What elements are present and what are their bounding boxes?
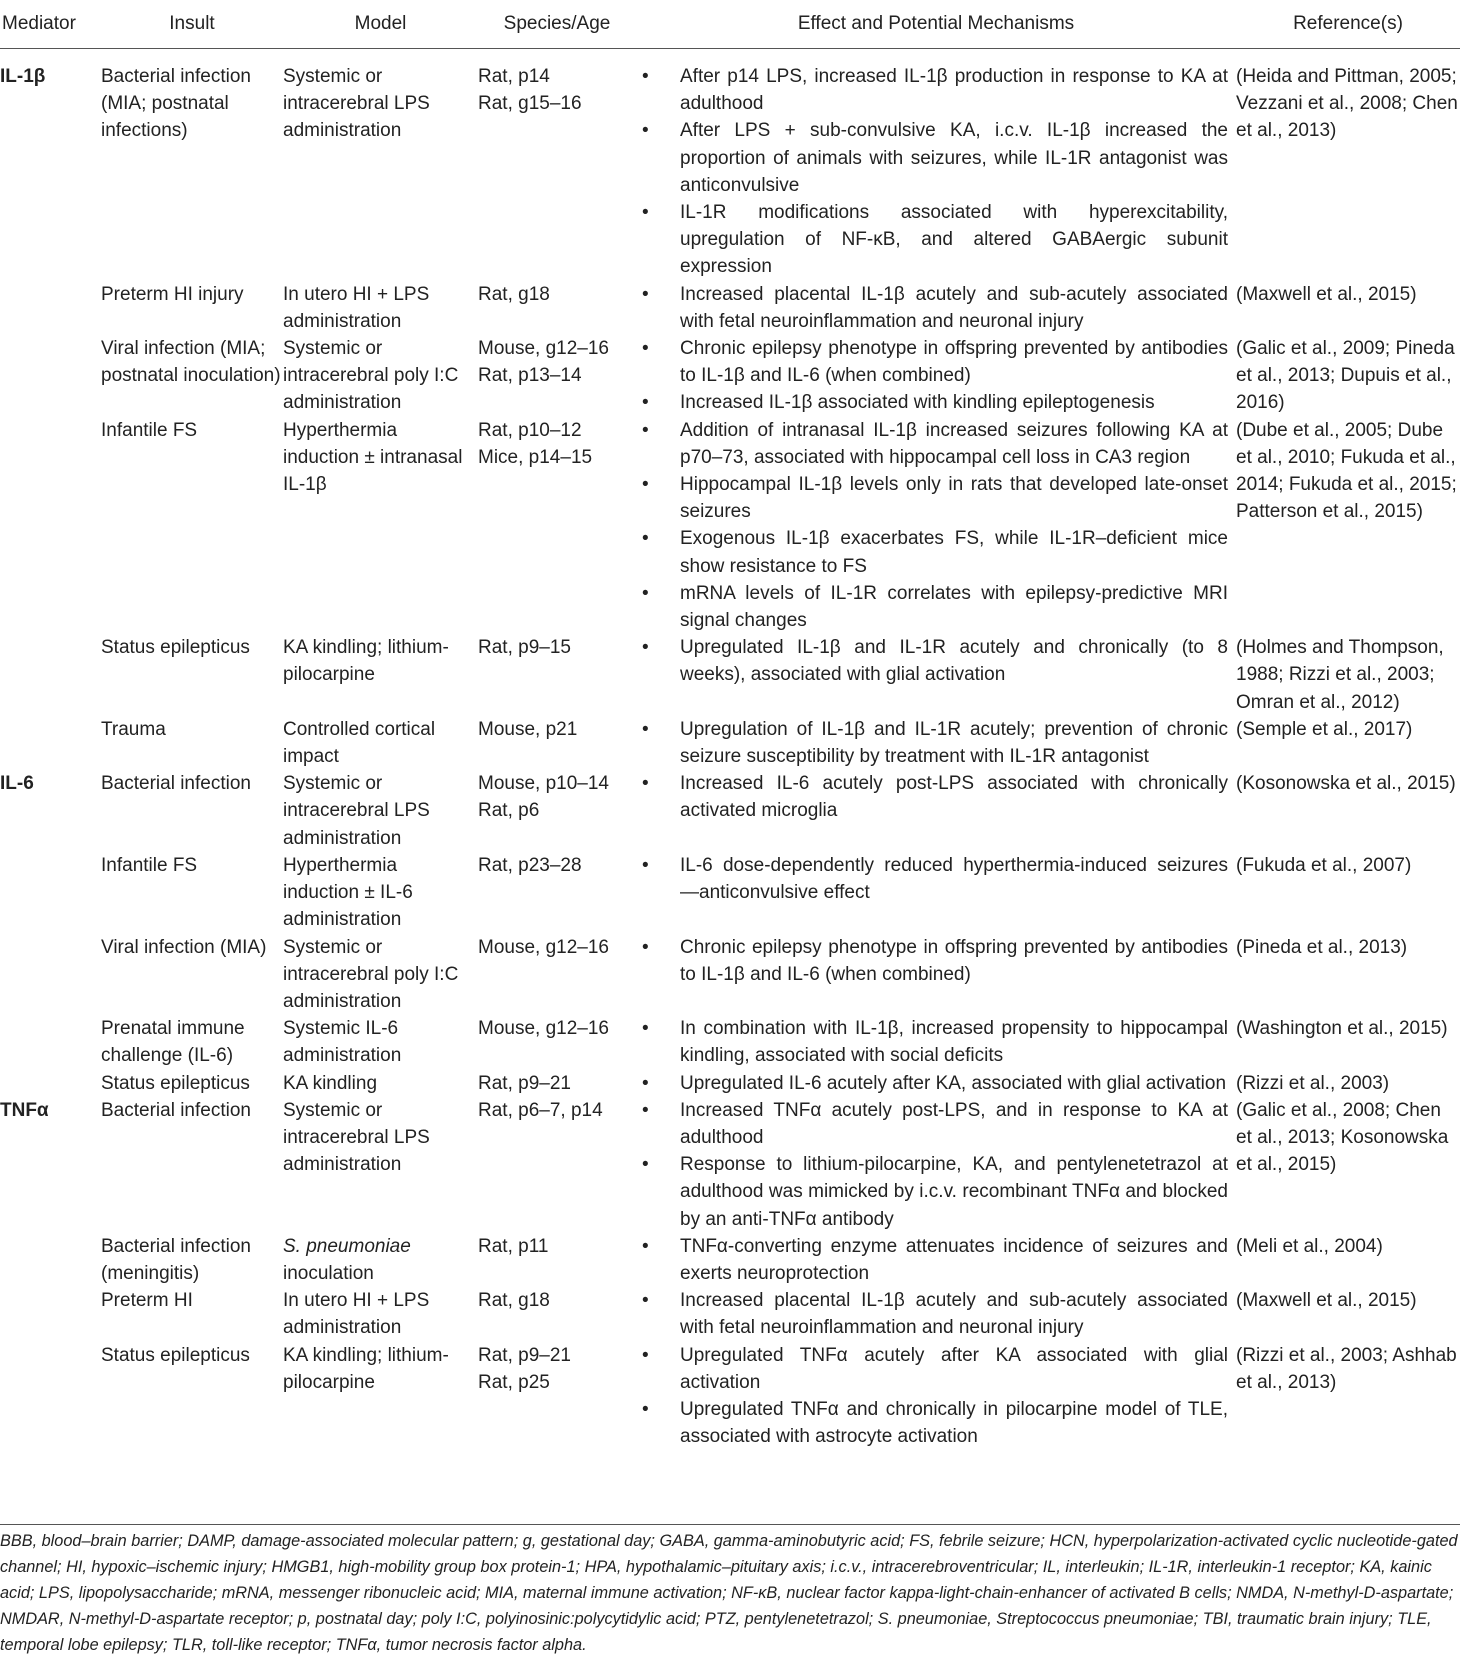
table-row	[0, 335, 1460, 417]
mediator-cell	[0, 1287, 101, 1341]
insult-cell: Trauma	[101, 718, 166, 740]
effect-item: • Upregulated TNFα acutely after KA associated with glial activation	[636, 1342, 1236, 1396]
model-cell: Controlled cortical impact	[283, 718, 436, 768]
effect-item: • Response to lithium-pilocarpine, KA, and pentylenetetrazol at adulthood was mimicked by i.c.v. recombinant TNFα and blocked by an anti-TNFα antibody	[636, 1151, 1236, 1233]
insult-cell: Bacterial infection (MIA; postnatal infections)	[101, 66, 251, 142]
model-cell: Hyperthermia induction ± intranasal IL-1β	[283, 419, 463, 496]
effects-cell	[636, 49, 1236, 281]
mediator-cell	[0, 634, 101, 716]
species-cell: Rat, g18	[478, 283, 550, 305]
mediator-cell	[0, 934, 101, 1016]
mediator-cell	[0, 281, 101, 335]
species-cell: Mouse, p10–14 Rat, p6	[478, 773, 609, 822]
reference-cell: (Pineda et al., 2013)	[1236, 936, 1408, 958]
effects-cell	[636, 934, 1236, 1016]
insult-cell: Bacterial infection (meningitis)	[101, 1235, 251, 1284]
effects-list	[636, 281, 1236, 335]
insult-cell: Viral infection (MIA; postnatal inoculation)	[101, 338, 281, 387]
header-effect: Effect and Potential Mechanisms	[636, 0, 1236, 49]
species-cell: Rat, p14 Rat, g15–16	[478, 66, 582, 115]
mediator-cell: TNFα	[0, 1099, 49, 1121]
effect-item: • IL-1R modifications associated with hyperexcitability, upregulation of NF-κB, and altered GABAergic subunit expression	[636, 199, 1236, 281]
species-cell: Rat, p11	[478, 1235, 549, 1257]
effects-cell	[636, 770, 1236, 852]
reference-cell: (Dube et al., 2005; Dube et al., 2010; Fukuda et al., 2014; Fukuda et al., 2015; Patterson et al., 2015)	[1236, 419, 1457, 523]
model-cell: Systemic or intracerebral LPS administration	[283, 66, 430, 142]
species-cell: Rat, p9–21 Rat, p25	[478, 1344, 571, 1393]
effects-list	[636, 417, 1236, 635]
model-cell: Systemic or intracerebral LPS administration	[283, 773, 430, 849]
insult-cell: Preterm HI	[101, 1290, 193, 1312]
mediator-cell	[0, 852, 101, 934]
effect-item: • Increased IL-6 acutely post-LPS associated with chronically activated microglia	[636, 770, 1236, 824]
effect-item: • mRNA levels of IL-1R correlates with epilepsy-predictive MRI signal changes	[636, 580, 1236, 634]
table-row	[0, 281, 1460, 335]
table-row	[0, 934, 1460, 1016]
effects-cell	[636, 716, 1236, 770]
reference-cell: (Galic et al., 2009; Pineda et al., 2013; Dupuis et al., 2016)	[1236, 338, 1455, 414]
header-model: Model	[283, 0, 478, 49]
table-row	[0, 716, 1460, 770]
mediator-cell	[0, 1342, 101, 1451]
table-row	[0, 1070, 1460, 1097]
effects-cell	[636, 634, 1236, 716]
effect-item: • IL-6 dose-dependently reduced hyperthermia-induced seizures —anticonvulsive effect	[636, 852, 1236, 906]
header-insult: Insult	[101, 0, 283, 49]
table-row	[0, 852, 1460, 934]
effect-item: • Chronic epilepsy phenotype in offspring prevented by antibodies to IL-1β and IL-6 (when combined)	[636, 335, 1236, 389]
table-row	[0, 49, 1460, 281]
model-cell: In utero HI + LPS administration	[283, 283, 430, 332]
mediator-cell	[0, 335, 101, 417]
header-references: Reference(s)	[1236, 0, 1460, 49]
model-cell: KA kindling	[283, 1072, 378, 1094]
effect-item: • Addition of intranasal IL-1β increased seizures following KA at p70–73, associated with hippocampal cell loss in CA3 region	[636, 417, 1236, 471]
species-cell: Mouse, p21	[478, 718, 578, 740]
table-header-row	[0, 0, 1460, 49]
model-cell	[283, 1233, 478, 1287]
insult-cell: Infantile FS	[101, 854, 198, 876]
effects-list	[636, 63, 1236, 281]
mediator-cell	[0, 716, 101, 770]
species-cell: Rat, p23–28	[478, 854, 582, 876]
species-cell: Mouse, g12–16 Rat, p13–14	[478, 338, 609, 387]
reference-cell: (Heida and Pittman, 2005; Vezzani et al., 2008; Chen et al., 2013)	[1236, 66, 1458, 142]
table-row	[0, 634, 1460, 716]
effects-cell	[636, 1342, 1236, 1451]
insult-cell: Status epilepticus	[101, 1072, 250, 1094]
table-row	[0, 1287, 1460, 1341]
effects-cell	[636, 1233, 1236, 1287]
species-cell: Rat, p9–15	[478, 637, 571, 659]
mediator-cell: IL-6	[0, 773, 34, 795]
model-cell: In utero HI + LPS administration	[283, 1290, 430, 1339]
effects-cell	[636, 1097, 1236, 1233]
species-cell: Rat, p9–21	[478, 1072, 571, 1094]
effects-cell	[636, 417, 1236, 635]
effect-item: • Increased placental IL-1β acutely and sub-acutely associated with fetal neuroinflammation and neuronal injury	[636, 281, 1236, 335]
effect-item: • TNFα-converting enzyme attenuates incidence of seizures and exerts neuroprotection	[636, 1233, 1236, 1287]
reference-cell: (Rizzi et al., 2003; Ashhab et al., 2013)	[1236, 1344, 1457, 1393]
header-species-age: Species/Age	[478, 0, 636, 49]
insult-cell: Viral infection (MIA)	[101, 936, 267, 958]
table-row	[0, 1097, 1460, 1233]
effect-item: • Hippocampal IL-1β levels only in rats that developed late-onset seizures	[636, 471, 1236, 525]
effect-item: • Increased IL-1β associated with kindling epileptogenesis	[636, 389, 1236, 416]
effects-list	[636, 634, 1236, 688]
reference-cell: (Meli et al., 2004)	[1236, 1235, 1383, 1257]
reference-cell: (Fukuda et al., 2007)	[1236, 854, 1412, 876]
species-cell: Rat, g18	[478, 1290, 550, 1312]
model-cell: Systemic or intracerebral LPS administration	[283, 1099, 430, 1176]
effect-item: • After p14 LPS, increased IL-1β production in response to KA at adulthood	[636, 63, 1236, 117]
effect-item: • In combination with IL-1β, increased propensity to hippocampal kindling, associated with social deficits	[636, 1015, 1236, 1069]
species-cell: Mouse, g12–16	[478, 936, 609, 958]
insult-cell: Infantile FS	[101, 419, 198, 441]
reference-cell: (Maxwell et al., 2015)	[1236, 283, 1417, 305]
species-cell: Rat, p6–7, p14	[478, 1099, 603, 1121]
effects-list	[636, 1015, 1236, 1069]
mediator-cell	[0, 1233, 101, 1287]
effects-list	[636, 1097, 1236, 1233]
effects-list	[636, 1342, 1236, 1451]
table-row	[0, 1015, 1460, 1069]
table-body	[0, 49, 1460, 1451]
effects-list	[636, 1287, 1236, 1341]
effect-item: • Upregulated IL-1β and IL-1R acutely and chronically (to 8 weeks), associated with glial activation	[636, 634, 1236, 688]
mediator-cell: IL-1β	[0, 66, 46, 87]
table-row	[0, 1233, 1460, 1287]
model-cell: Hyperthermia induction ± IL-6 administration	[283, 854, 413, 931]
effect-item: • After LPS + sub-convulsive KA, i.c.v. IL-1β increased the proportion of animals with seizures, while IL-1R antagonist was anticonvulsive	[636, 117, 1236, 199]
effects-cell	[636, 281, 1236, 335]
effects-list	[636, 335, 1236, 417]
effect-item: • Upregulated TNFα and chronically in pilocarpine model of TLE, associated with astrocyte activation	[636, 1396, 1236, 1450]
insult-cell: Status epilepticus	[101, 637, 250, 659]
table-row	[0, 1342, 1460, 1451]
effect-item: • Exogenous IL-1β exacerbates FS, while IL-1R–deficient mice show resistance to FS	[636, 525, 1236, 579]
reference-cell: (Maxwell et al., 2015)	[1236, 1290, 1417, 1312]
mediator-cell	[0, 1015, 101, 1069]
effects-list	[636, 1233, 1236, 1287]
insult-cell: Preterm HI injury	[101, 283, 244, 305]
species-cell: Mouse, g12–16	[478, 1018, 609, 1040]
effects-list	[636, 852, 1236, 906]
effects-cell	[636, 1015, 1236, 1069]
table-footnote: BBB, blood–brain barrier; DAMP, damage-associated molecular pattern; g, gestational day; GABA, gamma-aminobutyric acid; FS, febrile seizure; HCN, hyperpolarization-activated cyclic nucleotide-gated channel; HI, hypoxic–ischemic injury; HMGB1, high-mobility group box protein-1; HPA, hypothalamic–pituitary axis; i.c.v., intracerebroventricular; IL, interleukin; IL-1R, interleukin-1 receptor; KA, kainic acid; LPS, lipopolysaccharide; mRNA, messenger ribonucleic acid; MIA, maternal immune activation; NF-κB, nuclear factor kappa-light-chain-enhancer of activated B cells; NMDA, N-methyl-D-aspartate; NMDAR, N-methyl-D-aspartate receptor; p, postnatal day; poly I:C, polyinosinic:polycytidylic acid; PTZ, pentylenetetrazol; S. pneumoniae, Streptococcus pneumoniae; TBI, traumatic brain injury; TLE, temporal lobe epilepsy; TLR, toll-like receptor; TNFα, tumor necrosis factor alpha.	[0, 1524, 1460, 1658]
header-mediator: Mediator	[0, 0, 101, 49]
effects-cell	[636, 852, 1236, 934]
reference-cell: (Holmes and Thompson, 1988; Rizzi et al., 2003; Omran et al., 2012)	[1236, 637, 1444, 713]
effect-item: • Increased placental IL-1β acutely and sub-acutely associated with fetal neuroinflammation and neuronal injury	[636, 1287, 1236, 1341]
model-text: inoculation	[283, 1262, 374, 1284]
insult-cell: Bacterial infection	[101, 1099, 251, 1121]
insult-cell: Prenatal immune challenge (IL-6)	[101, 1018, 245, 1067]
reference-cell: (Washington et al., 2015)	[1236, 1018, 1448, 1040]
effects-cell	[636, 1070, 1236, 1097]
model-cell: Systemic or intracerebral poly I:C administration	[283, 936, 459, 1012]
insult-cell: Status epilepticus	[101, 1344, 250, 1366]
model-cell: KA kindling; lithium-pilocarpine	[283, 1344, 449, 1393]
table-row	[0, 770, 1460, 852]
model-cell: KA kindling; lithium-pilocarpine	[283, 637, 449, 686]
reference-cell: (Galic et al., 2008; Chen et al., 2013; Kosonowska et al., 2015)	[1236, 1099, 1449, 1176]
effects-list	[636, 716, 1236, 770]
effects-list	[636, 1070, 1236, 1097]
effects-cell	[636, 1287, 1236, 1341]
model-italic-text: S. pneumoniae	[283, 1235, 411, 1257]
reference-cell: (Rizzi et al., 2003)	[1236, 1072, 1390, 1094]
table-row	[0, 417, 1460, 635]
effect-item: • Upregulated IL-6 acutely after KA, associated with glial activation	[636, 1070, 1236, 1097]
species-cell: Rat, p10–12 Mice, p14–15	[478, 419, 593, 468]
model-cell: Systemic or intracerebral poly I:C administration	[283, 338, 459, 414]
reference-cell: (Semple et al., 2017)	[1236, 718, 1413, 740]
effects-list	[636, 934, 1236, 988]
effects-cell	[636, 335, 1236, 417]
effect-item: • Increased TNFα acutely post-LPS, and in response to KA at adulthood	[636, 1097, 1236, 1151]
mediator-cell	[0, 417, 101, 635]
mediator-cell	[0, 1070, 101, 1097]
insult-cell: Bacterial infection	[101, 773, 251, 795]
model-cell: Systemic IL-6 administration	[283, 1018, 402, 1067]
reference-cell: (Kosonowska et al., 2015)	[1236, 773, 1456, 795]
effect-item: • Chronic epilepsy phenotype in offspring prevented by antibodies to IL-1β and IL-6 (when combined)	[636, 934, 1236, 988]
effects-list	[636, 770, 1236, 824]
effect-item: • Upregulation of IL-1β and IL-1R acutely; prevention of chronic seizure susceptibility by treatment with IL-1R antagonist	[636, 716, 1236, 770]
